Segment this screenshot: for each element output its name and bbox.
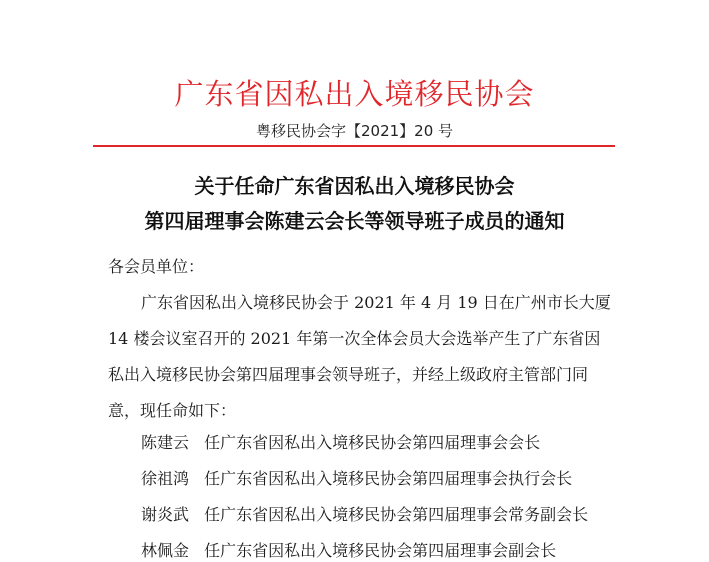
appointee-role: 任广东省因私出入境移民协会第四届理事会常务副会长 (204, 505, 589, 524)
body-line: 意，现任命如下： (108, 401, 237, 420)
body-line: 私出入境移民协会第四届理事会领导班子，并经上级政府主管部门同 (108, 365, 589, 384)
appointee-role: 任广东省因私出入境移民协会第四届理事会副会长 (204, 541, 557, 560)
header-divider (93, 145, 615, 147)
salutation: 各会员单位： (108, 257, 205, 276)
document-number: 粤移民协会字【2021】20 号 (255, 122, 454, 140)
body-line: 14 楼会议室召开的 2021 年第一次全体会员大会选举产生了广东省因 (108, 329, 601, 348)
appointment-item (141, 430, 540, 453)
organization-title: 广东省因私出入境移民协会 (174, 77, 535, 111)
appointee-name: 陈建云 (141, 433, 190, 452)
appointment-item (141, 538, 556, 561)
appointee-name: 谢炎武 (141, 505, 190, 524)
notice-title-line-2: 第四届理事会陈建云会长等领导班子成员的通知 (144, 209, 565, 233)
body-line: 广东省因私出入境移民协会于 2021 年 4 月 19 日在广州市长大厦 (141, 293, 611, 312)
appointee-name: 林佩金 (141, 541, 190, 560)
appointee-name: 徐祖鸿 (141, 469, 190, 488)
appointment-item (141, 466, 572, 489)
notice-title-line-1: 关于任命广东省因私出入境移民协会 (194, 174, 515, 198)
appointee-role: 任广东省因私出入境移民协会第四届理事会会长 (204, 433, 541, 452)
appointee-role: 任广东省因私出入境移民协会第四届理事会执行会长 (204, 469, 573, 488)
appointment-item (141, 502, 588, 525)
